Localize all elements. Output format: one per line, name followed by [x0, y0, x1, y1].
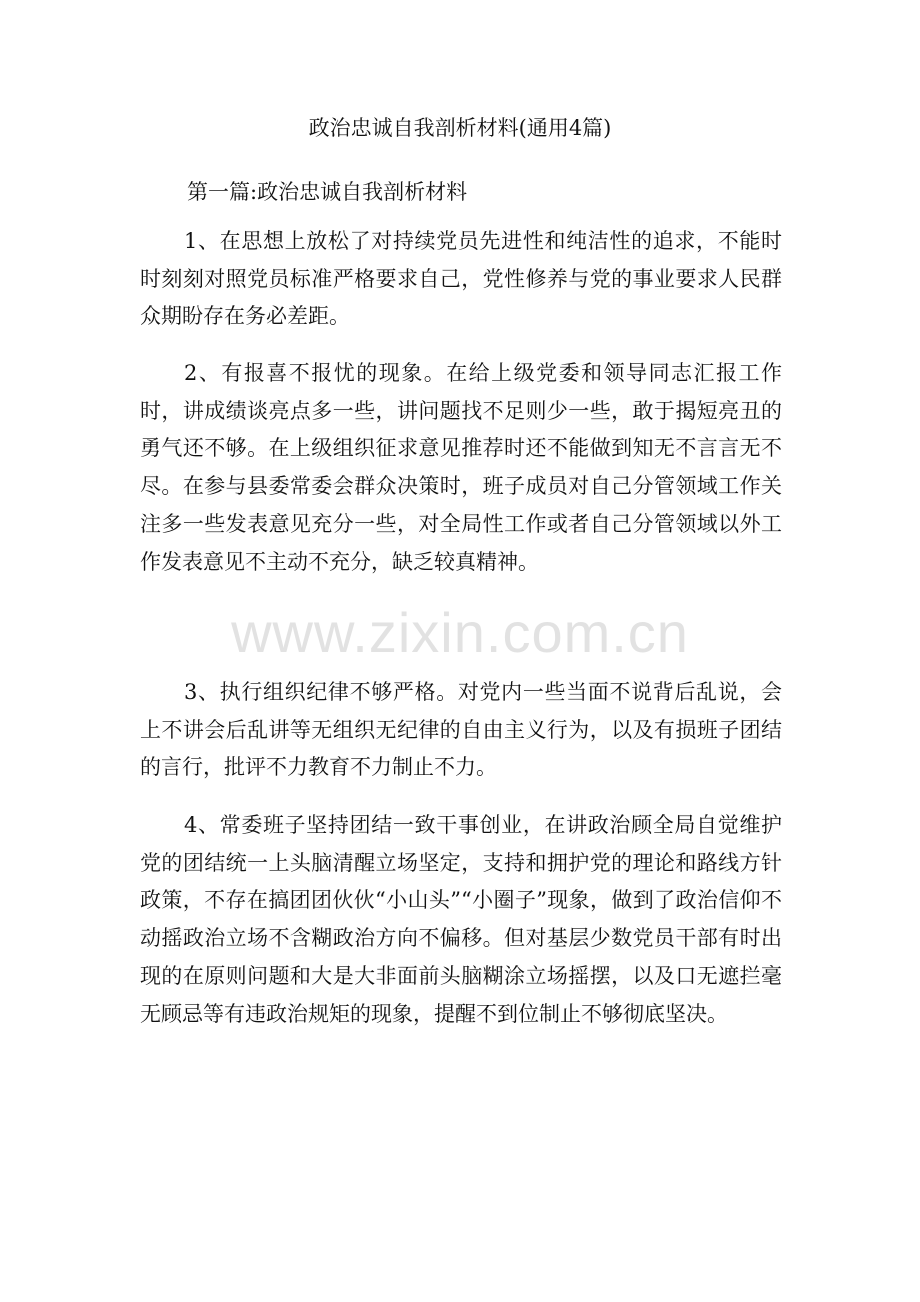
section-heading: 第一篇:政治忠诚自我剖析材料 — [187, 180, 468, 204]
paragraph-1: 1、在思想上放松了对持续党员先进性和纯洁性的追求，不能时时刻刻对照党员标准严格要求自己，党性修养与党的事业要求人民群众期盼存在务必差距。 — [140, 229, 782, 329]
watermark: www.zixin.com.cn — [231, 601, 689, 664]
paragraph-2: 2、有报喜不报忧的现象。在给上级党委和领导同志汇报工作时，讲成绩谈亮点多一些，讲问题找不足则少一些，敢于揭短亮丑的勇气还不够。在上级组织征求意见推荐时还不能做到知无不言言无不尽。在参与县委常委会群众决策时，班子成员对自己分管领域工作关注多一些发表意见充分一些，对全局性工作或者自己分管领域以外工作发表意见不主动不充分，缺乏较真精神。 — [140, 361, 782, 574]
paragraph-3: 3、执行组织纪律不够严格。对党内一些当面不说背后乱说，会上不讲会后乱讲等无组织无纪律的自由主义行为，以及有损班子团结的言行，批评不力教育不力制止不力。 — [140, 680, 782, 780]
paragraph-4: 4、常委班子坚持团结一致干事创业，在讲政治顾全局自觉维护党的团结统一上头脑清醒立场坚定，支持和拥护党的理论和路线方针政策，不存在搞团团伙伙“小山头”“小圈子”现象，做到了政治信仰不动摇政治立场不含糊政治方向不偏移。但对基层少数党员干部有时出现的在原则问题和大是大非面前头脑糊涂立场摇摆，以及口无遮拦毫无顾忌等有违政治规矩的现象，提醒不到位制止不够彻底坚决。 — [140, 813, 782, 1026]
document-title: 政治忠诚自我剖析材料(通用4篇) — [308, 116, 612, 140]
